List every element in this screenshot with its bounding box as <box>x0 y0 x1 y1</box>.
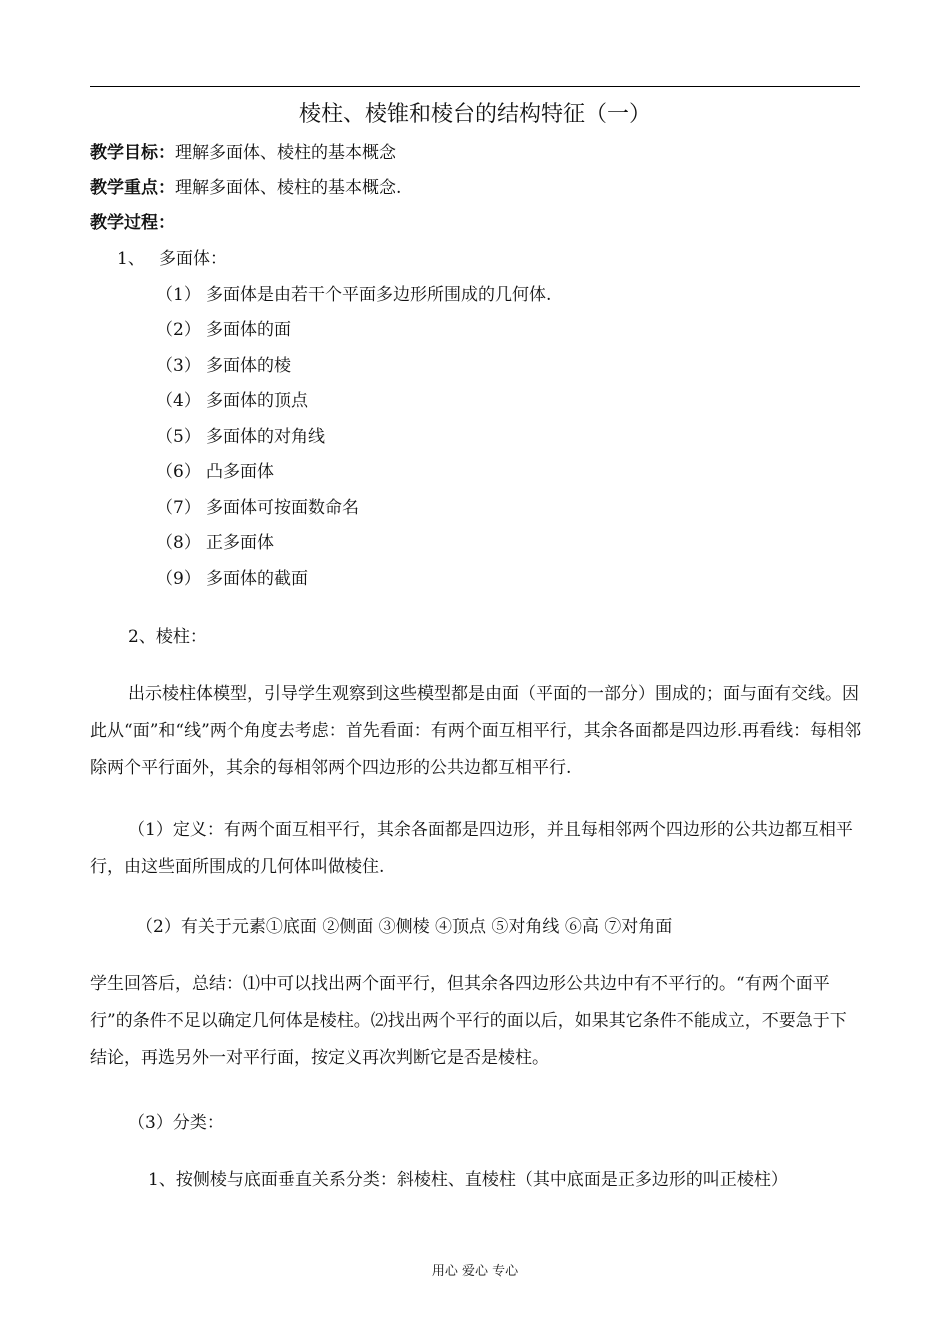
teaching-goal-text: 理解多面体、棱柱的基本概念 <box>175 143 396 163</box>
section2-title: 2、棱柱： <box>128 627 207 647</box>
teaching-focus-label: 教学重点： <box>90 178 175 198</box>
list-item <box>156 354 291 378</box>
list-item-text: 多面体的面 <box>206 320 291 340</box>
list-item-text: 正多面体 <box>206 533 274 553</box>
list-item <box>156 567 308 591</box>
list-item <box>156 318 291 342</box>
summary-paragraph: 学生回答后，总结：⑴中可以找出两个面平行，但其余各四边形公共边中有不平行的。“有两个面平行”的条件不足以确定几何体是棱柱。⑵找出两个平行的面以后，如果其它条件不能成立，不要急于下结论，再选另外一对平行面，按定义再次判断它是否是棱柱。 <box>90 974 847 1068</box>
section1-title: 多面体： <box>159 249 227 269</box>
list-item-text: 多面体的棱 <box>206 356 291 376</box>
list-item-number: （8） <box>156 533 201 553</box>
teaching-goal <box>90 141 396 165</box>
list-item-text: 多面体的对角线 <box>206 427 325 447</box>
teaching-process-label: 教学过程： <box>90 213 175 233</box>
teaching-goal-label: 教学目标： <box>90 143 175 163</box>
list-item-number: （1） <box>156 285 201 305</box>
list-item-text: 多面体的顶点 <box>206 391 308 411</box>
list-item <box>156 389 308 413</box>
list-item <box>156 496 359 520</box>
list-item-number: （4） <box>156 391 201 411</box>
list-item <box>156 283 551 307</box>
classification-item: 1、按侧棱与底面垂直关系分类：斜棱柱、直棱柱（其中底面是正多边形的叫正棱柱） <box>148 1170 788 1190</box>
teaching-focus <box>90 176 401 200</box>
elements-paragraph: （2）有关于元素①底面 ②侧面 ③侧棱 ④顶点 ⑤对角线 ⑥高 ⑦对角面 <box>136 917 673 937</box>
list-item-number: （7） <box>156 498 201 518</box>
list-item <box>156 460 274 484</box>
page-title: 棱柱、棱锥和棱台的结构特征（一） <box>298 102 651 127</box>
section1-heading <box>117 247 227 271</box>
list-item-text: 多面体的截面 <box>206 569 308 589</box>
list-item-text: 多面体可按面数命名 <box>206 498 359 518</box>
classification-heading: （3）分类： <box>128 1113 224 1133</box>
list-item-number: （3） <box>156 356 201 376</box>
list-item <box>156 425 325 449</box>
page-footer: 用心 爱心 专心 <box>431 1264 519 1279</box>
list-item <box>156 531 274 555</box>
section1-number: 1、 <box>117 249 145 269</box>
list-item-text: 多面体是由若干个平面多边形所围成的几何体. <box>206 285 552 305</box>
list-item-number: （5） <box>156 427 201 447</box>
list-item-text: 凸多面体 <box>206 462 274 482</box>
list-item-number: （2） <box>156 320 201 340</box>
teaching-focus-text: 理解多面体、棱柱的基本概念. <box>175 178 402 198</box>
header-rule <box>90 86 860 87</box>
intro-paragraph: 出示棱柱体模型，引导学生观察到这些模型都是由面（平面的一部分）围成的；面与面有交线。因此从“面”和“线”两个角度去考虑：首先看面：有两个面互相平行，其余各面都是四边形.再看线：每相邻除两个平行面外，其余的每相邻两个四边形的公共边都互相平行. <box>90 684 862 778</box>
definition-paragraph: （1）定义：有两个面互相平行，其余各面都是四边形，并且每相邻两个四边形的公共边都互相平行，由这些面所围成的几何体叫做棱住. <box>90 820 853 877</box>
list-item-number: （9） <box>156 569 201 589</box>
list-item-number: （6） <box>156 462 201 482</box>
